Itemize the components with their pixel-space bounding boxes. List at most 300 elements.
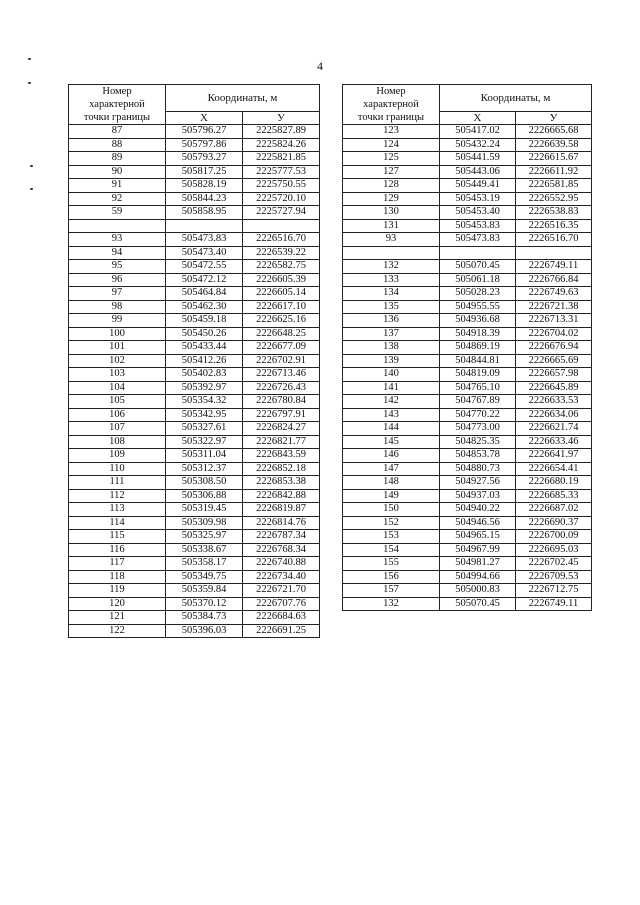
x-coordinate-cell: 505453.83	[440, 219, 516, 233]
x-coordinate-cell	[166, 219, 243, 233]
point-number-cell: 134	[343, 287, 440, 301]
y-coordinate-cell: 2226677.09	[243, 341, 320, 355]
table-row	[69, 543, 320, 557]
table-row	[343, 260, 592, 274]
point-number-cell: 121	[69, 611, 166, 625]
x-coordinate-cell: 505325.97	[166, 530, 243, 544]
x-coordinate-cell: 505028.23	[440, 287, 516, 301]
table-row	[343, 422, 592, 436]
y-coordinate-cell: 2226852.18	[243, 462, 320, 476]
y-coordinate-cell: 2226625.16	[243, 314, 320, 328]
point-number-cell: 122	[69, 624, 166, 638]
table-row	[343, 341, 592, 355]
x-coordinate-cell: 505462.30	[166, 300, 243, 314]
point-number-cell: 59	[69, 206, 166, 220]
x-coordinate-cell: 505796.27	[166, 125, 243, 139]
point-number-cell: 136	[343, 314, 440, 328]
point-number-cell: 150	[343, 503, 440, 517]
table-row	[343, 476, 592, 490]
header-point-number	[343, 85, 440, 125]
y-coordinate-cell: 2226552.95	[516, 192, 592, 206]
point-number-cell: 96	[69, 273, 166, 287]
point-number-cell: 97	[69, 287, 166, 301]
x-coordinate-cell: 504765.10	[440, 381, 516, 395]
y-coordinate-cell: 2226691.25	[243, 624, 320, 638]
point-number-cell: 132	[343, 260, 440, 274]
x-coordinate-cell: 505473.83	[166, 233, 243, 247]
point-number-cell: 130	[343, 206, 440, 220]
table-row	[343, 530, 592, 544]
header-point-number-line: характерной	[363, 99, 419, 110]
table-row	[69, 354, 320, 368]
point-number-cell: 101	[69, 341, 166, 355]
point-number-cell: 127	[343, 165, 440, 179]
scan-mark	[30, 165, 33, 167]
x-coordinate-cell: 505070.45	[440, 597, 516, 611]
x-coordinate-cell: 505000.83	[440, 584, 516, 598]
point-number-cell: 143	[343, 408, 440, 422]
table-row	[343, 516, 592, 530]
y-coordinate-cell: 2226621.74	[516, 422, 592, 436]
y-coordinate-cell: 2226611.92	[516, 165, 592, 179]
point-number-cell: 141	[343, 381, 440, 395]
y-coordinate-cell: 2226797.91	[243, 408, 320, 422]
y-coordinate-cell: 2226538.83	[516, 206, 592, 220]
header-x: X	[166, 112, 243, 125]
y-coordinate-cell: 2225777.53	[243, 165, 320, 179]
x-coordinate-cell: 505402.83	[166, 368, 243, 382]
point-number-cell: 145	[343, 435, 440, 449]
y-coordinate-cell: 2226749.11	[516, 260, 592, 274]
point-number-cell: 125	[343, 152, 440, 166]
y-coordinate-cell: 2226721.70	[243, 584, 320, 598]
table-row	[343, 368, 592, 382]
y-coordinate-cell: 2225827.89	[243, 125, 320, 139]
table-row	[343, 543, 592, 557]
y-coordinate-cell: 2226712.75	[516, 584, 592, 598]
x-coordinate-cell: 504853.78	[440, 449, 516, 463]
table-row	[343, 327, 592, 341]
point-number-cell: 87	[69, 125, 166, 139]
x-coordinate-cell: 505412.26	[166, 354, 243, 368]
point-number-cell: 147	[343, 462, 440, 476]
point-number-cell: 140	[343, 368, 440, 382]
x-coordinate-cell: 505858.95	[166, 206, 243, 220]
y-coordinate-cell: 2225720.10	[243, 192, 320, 206]
point-number-cell: 124	[343, 138, 440, 152]
header-x: X	[440, 112, 516, 125]
table-row	[69, 233, 320, 247]
point-number-cell	[69, 219, 166, 233]
y-coordinate-cell: 2226853.38	[243, 476, 320, 490]
point-number-cell: 108	[69, 435, 166, 449]
table-row	[69, 489, 320, 503]
x-coordinate-cell: 505070.45	[440, 260, 516, 274]
x-coordinate-cell: 504770.22	[440, 408, 516, 422]
point-number-cell: 142	[343, 395, 440, 409]
point-number-cell: 95	[69, 260, 166, 274]
point-number-cell: 93	[343, 233, 440, 247]
point-number-cell: 106	[69, 408, 166, 422]
table-row	[69, 273, 320, 287]
x-coordinate-cell: 505342.95	[166, 408, 243, 422]
table-row	[343, 597, 592, 611]
point-number-cell	[343, 246, 440, 260]
x-coordinate-cell: 505358.17	[166, 557, 243, 571]
x-coordinate-cell: 504819.09	[440, 368, 516, 382]
point-number-cell: 100	[69, 327, 166, 341]
point-number-cell: 148	[343, 476, 440, 490]
x-coordinate-cell: 505319.45	[166, 503, 243, 517]
table-row	[343, 584, 592, 598]
x-coordinate-cell: 505432.24	[440, 138, 516, 152]
y-coordinate-cell: 2226676.94	[516, 341, 592, 355]
y-coordinate-cell: 2226702.91	[243, 354, 320, 368]
y-coordinate-cell: 2225821.85	[243, 152, 320, 166]
point-number-cell: 133	[343, 273, 440, 287]
x-coordinate-cell: 505459.18	[166, 314, 243, 328]
table-row	[69, 179, 320, 193]
point-number-cell: 104	[69, 381, 166, 395]
header-point-number-line: Номер	[102, 86, 132, 97]
table-row	[343, 395, 592, 409]
table-row	[69, 611, 320, 625]
table-row	[69, 152, 320, 166]
table-row	[69, 449, 320, 463]
x-coordinate-cell: 504967.99	[440, 543, 516, 557]
table-row	[69, 476, 320, 490]
y-coordinate-cell: 2226709.53	[516, 570, 592, 584]
table-body	[69, 125, 320, 638]
y-coordinate-cell: 2226516.70	[516, 233, 592, 247]
point-number-cell: 157	[343, 584, 440, 598]
x-coordinate-cell: 504918.39	[440, 327, 516, 341]
x-coordinate-cell: 505473.40	[166, 246, 243, 260]
table-row	[69, 192, 320, 206]
table-row	[343, 489, 592, 503]
table-row	[69, 597, 320, 611]
table-row	[343, 233, 592, 247]
table-row	[343, 354, 592, 368]
table-row	[69, 165, 320, 179]
y-coordinate-cell: 2226615.67	[516, 152, 592, 166]
point-number-cell: 113	[69, 503, 166, 517]
y-coordinate-cell: 2226617.10	[243, 300, 320, 314]
y-coordinate-cell: 2226639.58	[516, 138, 592, 152]
point-number-cell: 155	[343, 557, 440, 571]
x-coordinate-cell: 505338.67	[166, 543, 243, 557]
y-coordinate-cell: 2226780.84	[243, 395, 320, 409]
scan-mark	[28, 58, 31, 60]
x-coordinate-cell: 504869.19	[440, 341, 516, 355]
point-number-cell: 116	[69, 543, 166, 557]
table-row	[69, 246, 320, 260]
point-number-cell: 153	[343, 530, 440, 544]
y-coordinate-cell: 2225824.26	[243, 138, 320, 152]
point-number-cell: 117	[69, 557, 166, 571]
y-coordinate-cell: 2226713.46	[243, 368, 320, 382]
point-number-cell: 154	[343, 543, 440, 557]
x-coordinate-cell: 504936.68	[440, 314, 516, 328]
table-row	[69, 219, 320, 233]
x-coordinate-cell: 505844.23	[166, 192, 243, 206]
y-coordinate-cell: 2226633.53	[516, 395, 592, 409]
x-coordinate-cell: 505061.18	[440, 273, 516, 287]
point-number-cell: 105	[69, 395, 166, 409]
table-row	[69, 381, 320, 395]
x-coordinate-cell: 505392.97	[166, 381, 243, 395]
x-coordinate-cell: 505396.03	[166, 624, 243, 638]
table-row	[69, 314, 320, 328]
x-coordinate-cell	[440, 246, 516, 260]
table-row	[69, 557, 320, 571]
table-row	[343, 570, 592, 584]
header-point-number-line: точки границы	[357, 112, 425, 123]
table-row	[343, 300, 592, 314]
y-coordinate-cell: 2226648.25	[243, 327, 320, 341]
point-number-cell: 111	[69, 476, 166, 490]
y-coordinate-cell: 2226787.34	[243, 530, 320, 544]
point-number-cell: 103	[69, 368, 166, 382]
point-number-cell: 91	[69, 179, 166, 193]
y-coordinate-cell: 2226665.68	[516, 125, 592, 139]
point-number-cell: 132	[343, 597, 440, 611]
y-coordinate-cell: 2226685.33	[516, 489, 592, 503]
y-coordinate-cell: 2226707.76	[243, 597, 320, 611]
table-row	[69, 408, 320, 422]
y-coordinate-cell: 2226821.77	[243, 435, 320, 449]
y-coordinate-cell: 2225750.55	[243, 179, 320, 193]
x-coordinate-cell: 504940.22	[440, 503, 516, 517]
table-row	[69, 624, 320, 638]
y-coordinate-cell: 2226713.31	[516, 314, 592, 328]
y-coordinate-cell: 2226766.84	[516, 273, 592, 287]
scan-mark	[28, 82, 31, 84]
table-row	[343, 219, 592, 233]
table-row	[69, 462, 320, 476]
y-coordinate-cell: 2226734.40	[243, 570, 320, 584]
y-coordinate-cell: 2226605.14	[243, 287, 320, 301]
point-number-cell: 88	[69, 138, 166, 152]
table-row	[69, 368, 320, 382]
scan-mark	[30, 188, 33, 190]
table-row	[69, 125, 320, 139]
y-coordinate-cell: 2226749.11	[516, 597, 592, 611]
table-row	[343, 435, 592, 449]
y-coordinate-cell: 2226721.38	[516, 300, 592, 314]
table-row	[343, 246, 592, 260]
point-number-cell: 149	[343, 489, 440, 503]
table-row	[69, 287, 320, 301]
x-coordinate-cell: 504825.35	[440, 435, 516, 449]
y-coordinate-cell: 2226582.75	[243, 260, 320, 274]
table-row	[343, 408, 592, 422]
point-number-cell: 128	[343, 179, 440, 193]
point-number-cell: 94	[69, 246, 166, 260]
x-coordinate-cell: 504981.27	[440, 557, 516, 571]
point-number-cell: 99	[69, 314, 166, 328]
table-row	[343, 165, 592, 179]
point-number-cell: 110	[69, 462, 166, 476]
y-coordinate-cell: 2226641.97	[516, 449, 592, 463]
point-number-cell: 137	[343, 327, 440, 341]
table-row	[343, 381, 592, 395]
x-coordinate-cell: 505322.97	[166, 435, 243, 449]
x-coordinate-cell: 505312.37	[166, 462, 243, 476]
table-row	[343, 273, 592, 287]
x-coordinate-cell: 505464.84	[166, 287, 243, 301]
table-row	[69, 584, 320, 598]
y-coordinate-cell	[243, 219, 320, 233]
x-coordinate-cell: 505309.98	[166, 516, 243, 530]
x-coordinate-cell: 505308.50	[166, 476, 243, 490]
x-coordinate-cell: 504880.73	[440, 462, 516, 476]
table-row	[69, 138, 320, 152]
x-coordinate-cell: 504965.15	[440, 530, 516, 544]
y-coordinate-cell: 2226687.02	[516, 503, 592, 517]
x-coordinate-cell: 505443.06	[440, 165, 516, 179]
y-coordinate-cell: 2226657.98	[516, 368, 592, 382]
y-coordinate-cell: 2226702.45	[516, 557, 592, 571]
x-coordinate-cell: 505370.12	[166, 597, 243, 611]
y-coordinate-cell: 2226819.87	[243, 503, 320, 517]
point-number-cell: 109	[69, 449, 166, 463]
point-number-cell: 90	[69, 165, 166, 179]
x-coordinate-cell: 504994.66	[440, 570, 516, 584]
table-row	[343, 503, 592, 517]
point-number-cell: 93	[69, 233, 166, 247]
y-coordinate-cell: 2226843.59	[243, 449, 320, 463]
table-row	[69, 503, 320, 517]
header-y: У	[243, 112, 320, 125]
y-coordinate-cell: 2226700.09	[516, 530, 592, 544]
x-coordinate-cell: 505817.25	[166, 165, 243, 179]
x-coordinate-cell: 504927.56	[440, 476, 516, 490]
point-number-cell: 135	[343, 300, 440, 314]
y-coordinate-cell: 2226633.46	[516, 435, 592, 449]
point-number-cell: 107	[69, 422, 166, 436]
table-row	[69, 435, 320, 449]
y-coordinate-cell: 2226645.89	[516, 381, 592, 395]
table-row	[343, 462, 592, 476]
table-row	[69, 260, 320, 274]
y-coordinate-cell: 2225727.94	[243, 206, 320, 220]
y-coordinate-cell: 2226665.69	[516, 354, 592, 368]
y-coordinate-cell: 2226581.85	[516, 179, 592, 193]
x-coordinate-cell: 505453.19	[440, 192, 516, 206]
x-coordinate-cell: 505327.61	[166, 422, 243, 436]
y-coordinate-cell: 2226704.02	[516, 327, 592, 341]
x-coordinate-cell: 504844.81	[440, 354, 516, 368]
point-number-cell: 131	[343, 219, 440, 233]
coordinates-table-left	[68, 84, 320, 638]
table-row	[343, 152, 592, 166]
y-coordinate-cell: 2226695.03	[516, 543, 592, 557]
y-coordinate-cell: 2226516.35	[516, 219, 592, 233]
coordinates-table-right	[342, 84, 592, 611]
x-coordinate-cell: 505797.86	[166, 138, 243, 152]
x-coordinate-cell: 505417.02	[440, 125, 516, 139]
point-number-cell: 115	[69, 530, 166, 544]
table-row	[69, 395, 320, 409]
table-row	[343, 125, 592, 139]
table-row	[69, 422, 320, 436]
y-coordinate-cell: 2226516.70	[243, 233, 320, 247]
header-y: У	[516, 112, 592, 125]
x-coordinate-cell: 505472.12	[166, 273, 243, 287]
y-coordinate-cell: 2226680.19	[516, 476, 592, 490]
point-number-cell: 138	[343, 341, 440, 355]
table-row	[343, 138, 592, 152]
header-point-number	[69, 85, 166, 125]
x-coordinate-cell: 505793.27	[166, 152, 243, 166]
table-row	[343, 287, 592, 301]
header-point-number-line: характерной	[89, 99, 145, 110]
table-row	[69, 206, 320, 220]
x-coordinate-cell: 505354.32	[166, 395, 243, 409]
table-row	[69, 341, 320, 355]
y-coordinate-cell: 2226740.88	[243, 557, 320, 571]
point-number-cell: 123	[343, 125, 440, 139]
x-coordinate-cell: 504937.03	[440, 489, 516, 503]
x-coordinate-cell: 505473.83	[440, 233, 516, 247]
y-coordinate-cell: 2226824.27	[243, 422, 320, 436]
table-row	[343, 192, 592, 206]
x-coordinate-cell: 505441.59	[440, 152, 516, 166]
y-coordinate-cell: 2226684.63	[243, 611, 320, 625]
point-number-cell: 119	[69, 584, 166, 598]
x-coordinate-cell: 504946.56	[440, 516, 516, 530]
table-row	[69, 327, 320, 341]
x-coordinate-cell: 504773.00	[440, 422, 516, 436]
point-number-cell: 139	[343, 354, 440, 368]
table-row	[69, 530, 320, 544]
table-body	[343, 125, 592, 611]
point-number-cell: 156	[343, 570, 440, 584]
x-coordinate-cell: 505449.41	[440, 179, 516, 193]
table-row	[343, 557, 592, 571]
table-row	[343, 206, 592, 220]
point-number-cell: 146	[343, 449, 440, 463]
x-coordinate-cell: 505433.44	[166, 341, 243, 355]
y-coordinate-cell: 2226539.22	[243, 246, 320, 260]
x-coordinate-cell: 505472.55	[166, 260, 243, 274]
x-coordinate-cell: 505384.73	[166, 611, 243, 625]
table-row	[69, 516, 320, 530]
y-coordinate-cell	[516, 246, 592, 260]
x-coordinate-cell: 505349.75	[166, 570, 243, 584]
page-number: 4	[317, 59, 323, 73]
y-coordinate-cell: 2226814.76	[243, 516, 320, 530]
point-number-cell: 89	[69, 152, 166, 166]
y-coordinate-cell: 2226842.88	[243, 489, 320, 503]
y-coordinate-cell: 2226634.06	[516, 408, 592, 422]
x-coordinate-cell: 504767.89	[440, 395, 516, 409]
y-coordinate-cell: 2226749.63	[516, 287, 592, 301]
x-coordinate-cell: 505450.26	[166, 327, 243, 341]
point-number-cell: 118	[69, 570, 166, 584]
table-row	[69, 570, 320, 584]
table-row	[69, 300, 320, 314]
header-point-number-line: Номер	[376, 86, 406, 97]
x-coordinate-cell: 504955.55	[440, 300, 516, 314]
y-coordinate-cell: 2226726.43	[243, 381, 320, 395]
y-coordinate-cell: 2226690.37	[516, 516, 592, 530]
x-coordinate-cell: 505311.04	[166, 449, 243, 463]
point-number-cell: 144	[343, 422, 440, 436]
x-coordinate-cell: 505359.84	[166, 584, 243, 598]
x-coordinate-cell: 505453.40	[440, 206, 516, 220]
